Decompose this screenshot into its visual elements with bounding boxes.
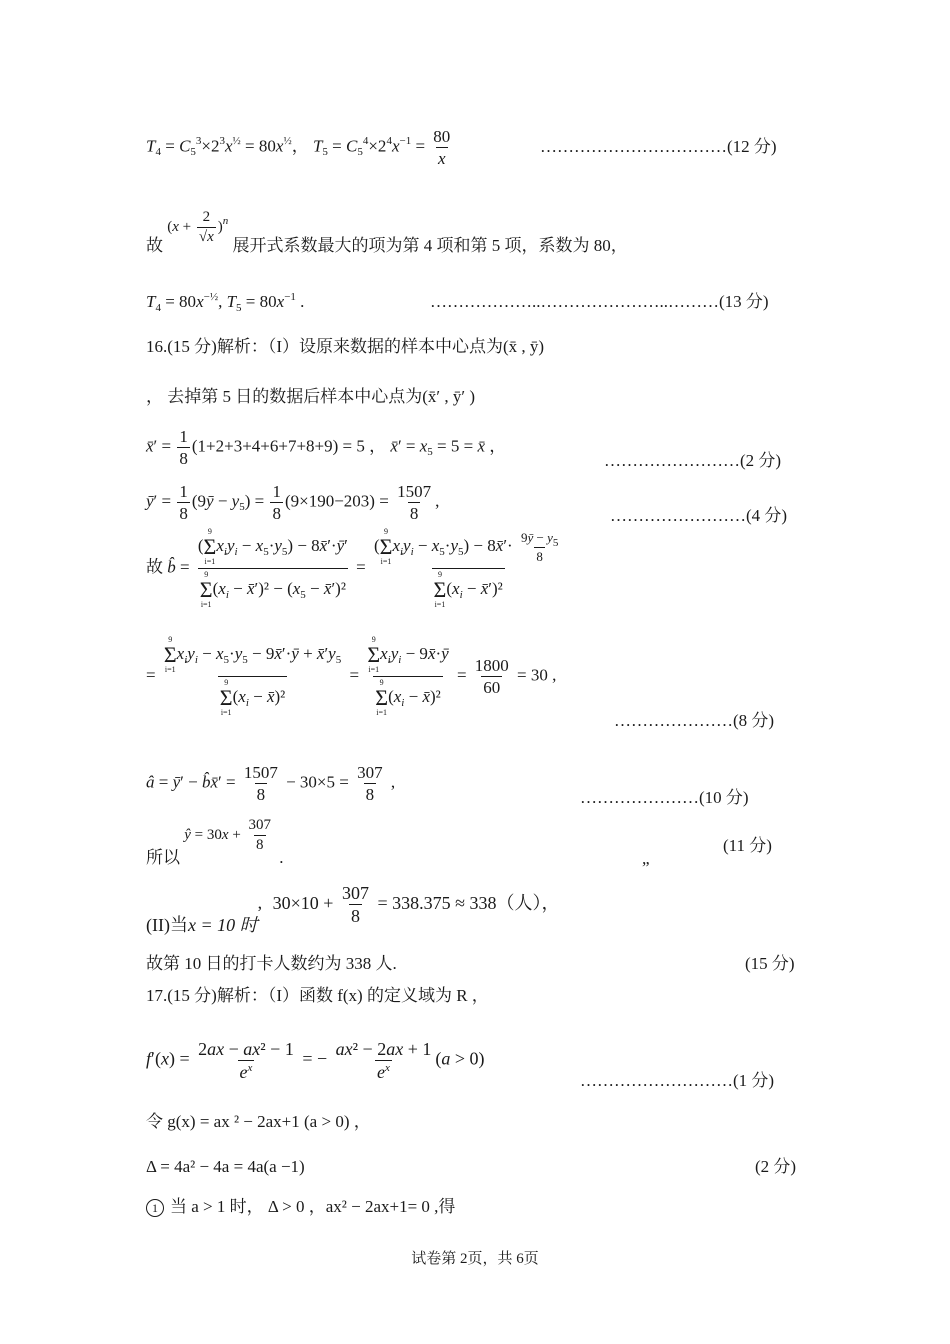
suoyi-prefix: 所以 bbox=[146, 847, 180, 867]
score-12: ……………………………(12 分) bbox=[540, 137, 777, 156]
score-11: (11 分) bbox=[723, 836, 772, 855]
bhat-formula: 故 b̂ = ( 9 Σ i=1 $x_iy_i - x_5\cdot y_5$) − 8x̄′·ȳ′ 9 Σ i=1 ($x_i$ − x̄′)² − ($x_5$ − x̄′)² = ( 9 Σ i=1 $x_iy_i - x_5\cdot y_5$) − 8x̄′· $\frac{9ȳ - y_5}{8}$ 9 Σ i=1 ($x_i$ − x̄′)² bbox=[146, 527, 559, 609]
q16-title: 16.(15 分)解析：（I）设原来数据的样本中心点为(x̄ , ȳ) bbox=[146, 337, 545, 356]
part2-line: (II)当x = 10 时, 30×10 + $\frac{307}{8}$ = 338.375 ≈ 338（人）， bbox=[146, 883, 560, 935]
page-footer: 试卷第 2页，共 6页 bbox=[411, 1251, 539, 1267]
regression-equation: 所以 ŷ = 30x + $\frac{307}{8}$ . bbox=[146, 817, 284, 867]
fprime-formula: f′(x) = $\frac{\text{2ax − ax² − 1}}{e^x}$ = − $\frac{\text{ax² − 2ax + 1}}{e^x}$ (a > 0) bbox=[146, 1039, 485, 1082]
q17-title: 17.(15 分)解析：（I）函数 f(x) 的定义域为 R ， bbox=[146, 986, 489, 1005]
case1-line bbox=[146, 1198, 455, 1217]
q16-line2: ， 去掉第 5 日的数据后样本中心点为(x̄′ , ȳ′ ) bbox=[146, 387, 476, 406]
formula-t4-t5-result: $T_4 = 80x^{-\frac{1}{2}}$, $T_5 = 80x^{-1}$ . bbox=[146, 291, 305, 314]
ahat-formula: â = ȳ′ − b̂x̄′ = $\frac{1507}{8}$ − 30×5 = $\frac{307}{8}$ , bbox=[146, 763, 396, 804]
so-mark: „ bbox=[642, 849, 650, 868]
score-13: ………………..…………………..………(13 分) bbox=[430, 292, 769, 311]
gu-prefix: 故 bbox=[146, 235, 163, 255]
circled-number: 1 bbox=[146, 1199, 164, 1217]
binomial-text: 展开式系数最大的项为第 4 项和第 5 项，系数为 80， bbox=[232, 235, 628, 255]
score-2: ……………………(2 分) bbox=[604, 451, 782, 470]
so-dot: . bbox=[279, 847, 284, 867]
delta-line: Δ = 4a² − 4a = 4a(a −1) bbox=[146, 1157, 305, 1176]
score-8: …………………(8 分) bbox=[614, 711, 775, 730]
bhat-simplified: = 9 Σ i=1 $x_iy_i - x_5\cdot y_5$ − 9x̄′·ȳ + $x̄'y_5$ 9 Σ i=1 ($x_i$ − x̄)² = 9 Σ i=1 $x_iy_i$ − 9x̄·ȳ 9 Σ i=1 ($x_i$ − x̄)² = $\frac{1800}{60}$ = 30 , bbox=[146, 635, 557, 717]
formula-t4-t5: $T_4 = C_5^3\times 2^3x^{\frac{1}{2}} = 80x^{\frac{1}{2}}$， $T_5 = C_5^4\times 2^4x^{-1}$ = $\frac{80}{x}$ bbox=[146, 127, 451, 168]
binomial-line: 故 (x + $\frac{2}{√x}$ )$^n$ 展开式系数最大的项为第 4 项和第 5 项，系数为 80， bbox=[146, 209, 628, 255]
score-15: (15 分) bbox=[745, 954, 795, 973]
score-4: ……………………(4 分) bbox=[610, 506, 788, 525]
part2-prefix: (II)当 bbox=[146, 914, 188, 935]
xbar-prime-formula: x̄′ = $\frac{1}{8}$ (1+2+3+4+6+7+8+9) = 5 ， x̄′ = $x_5 = 5$ = x̄ ， bbox=[146, 427, 507, 468]
score-1: ………………………(1 分) bbox=[580, 1071, 775, 1090]
part2-x: x = 10 时 bbox=[187, 914, 258, 935]
score-10: …………………(10 分) bbox=[580, 788, 749, 807]
score-2b: (2 分) bbox=[755, 1157, 797, 1176]
conclusion: 故第 10 日的打卡人数约为 338 人. bbox=[146, 954, 397, 973]
g-definition: 令 g(x) = ax ² − 2ax+1 (a > 0) ， bbox=[146, 1112, 371, 1131]
case1-text: 当 a > 1 时， Δ > 0 ，ax² − 2ax+1= 0 ,得 bbox=[170, 1197, 456, 1216]
ybar-prime-formula: ȳ′ = $\frac{1}{8}$ (9ȳ − $y_5$) = $\frac{1}{8}$ (9×190−203) = $\frac{1507}{8}$ , bbox=[146, 482, 440, 523]
